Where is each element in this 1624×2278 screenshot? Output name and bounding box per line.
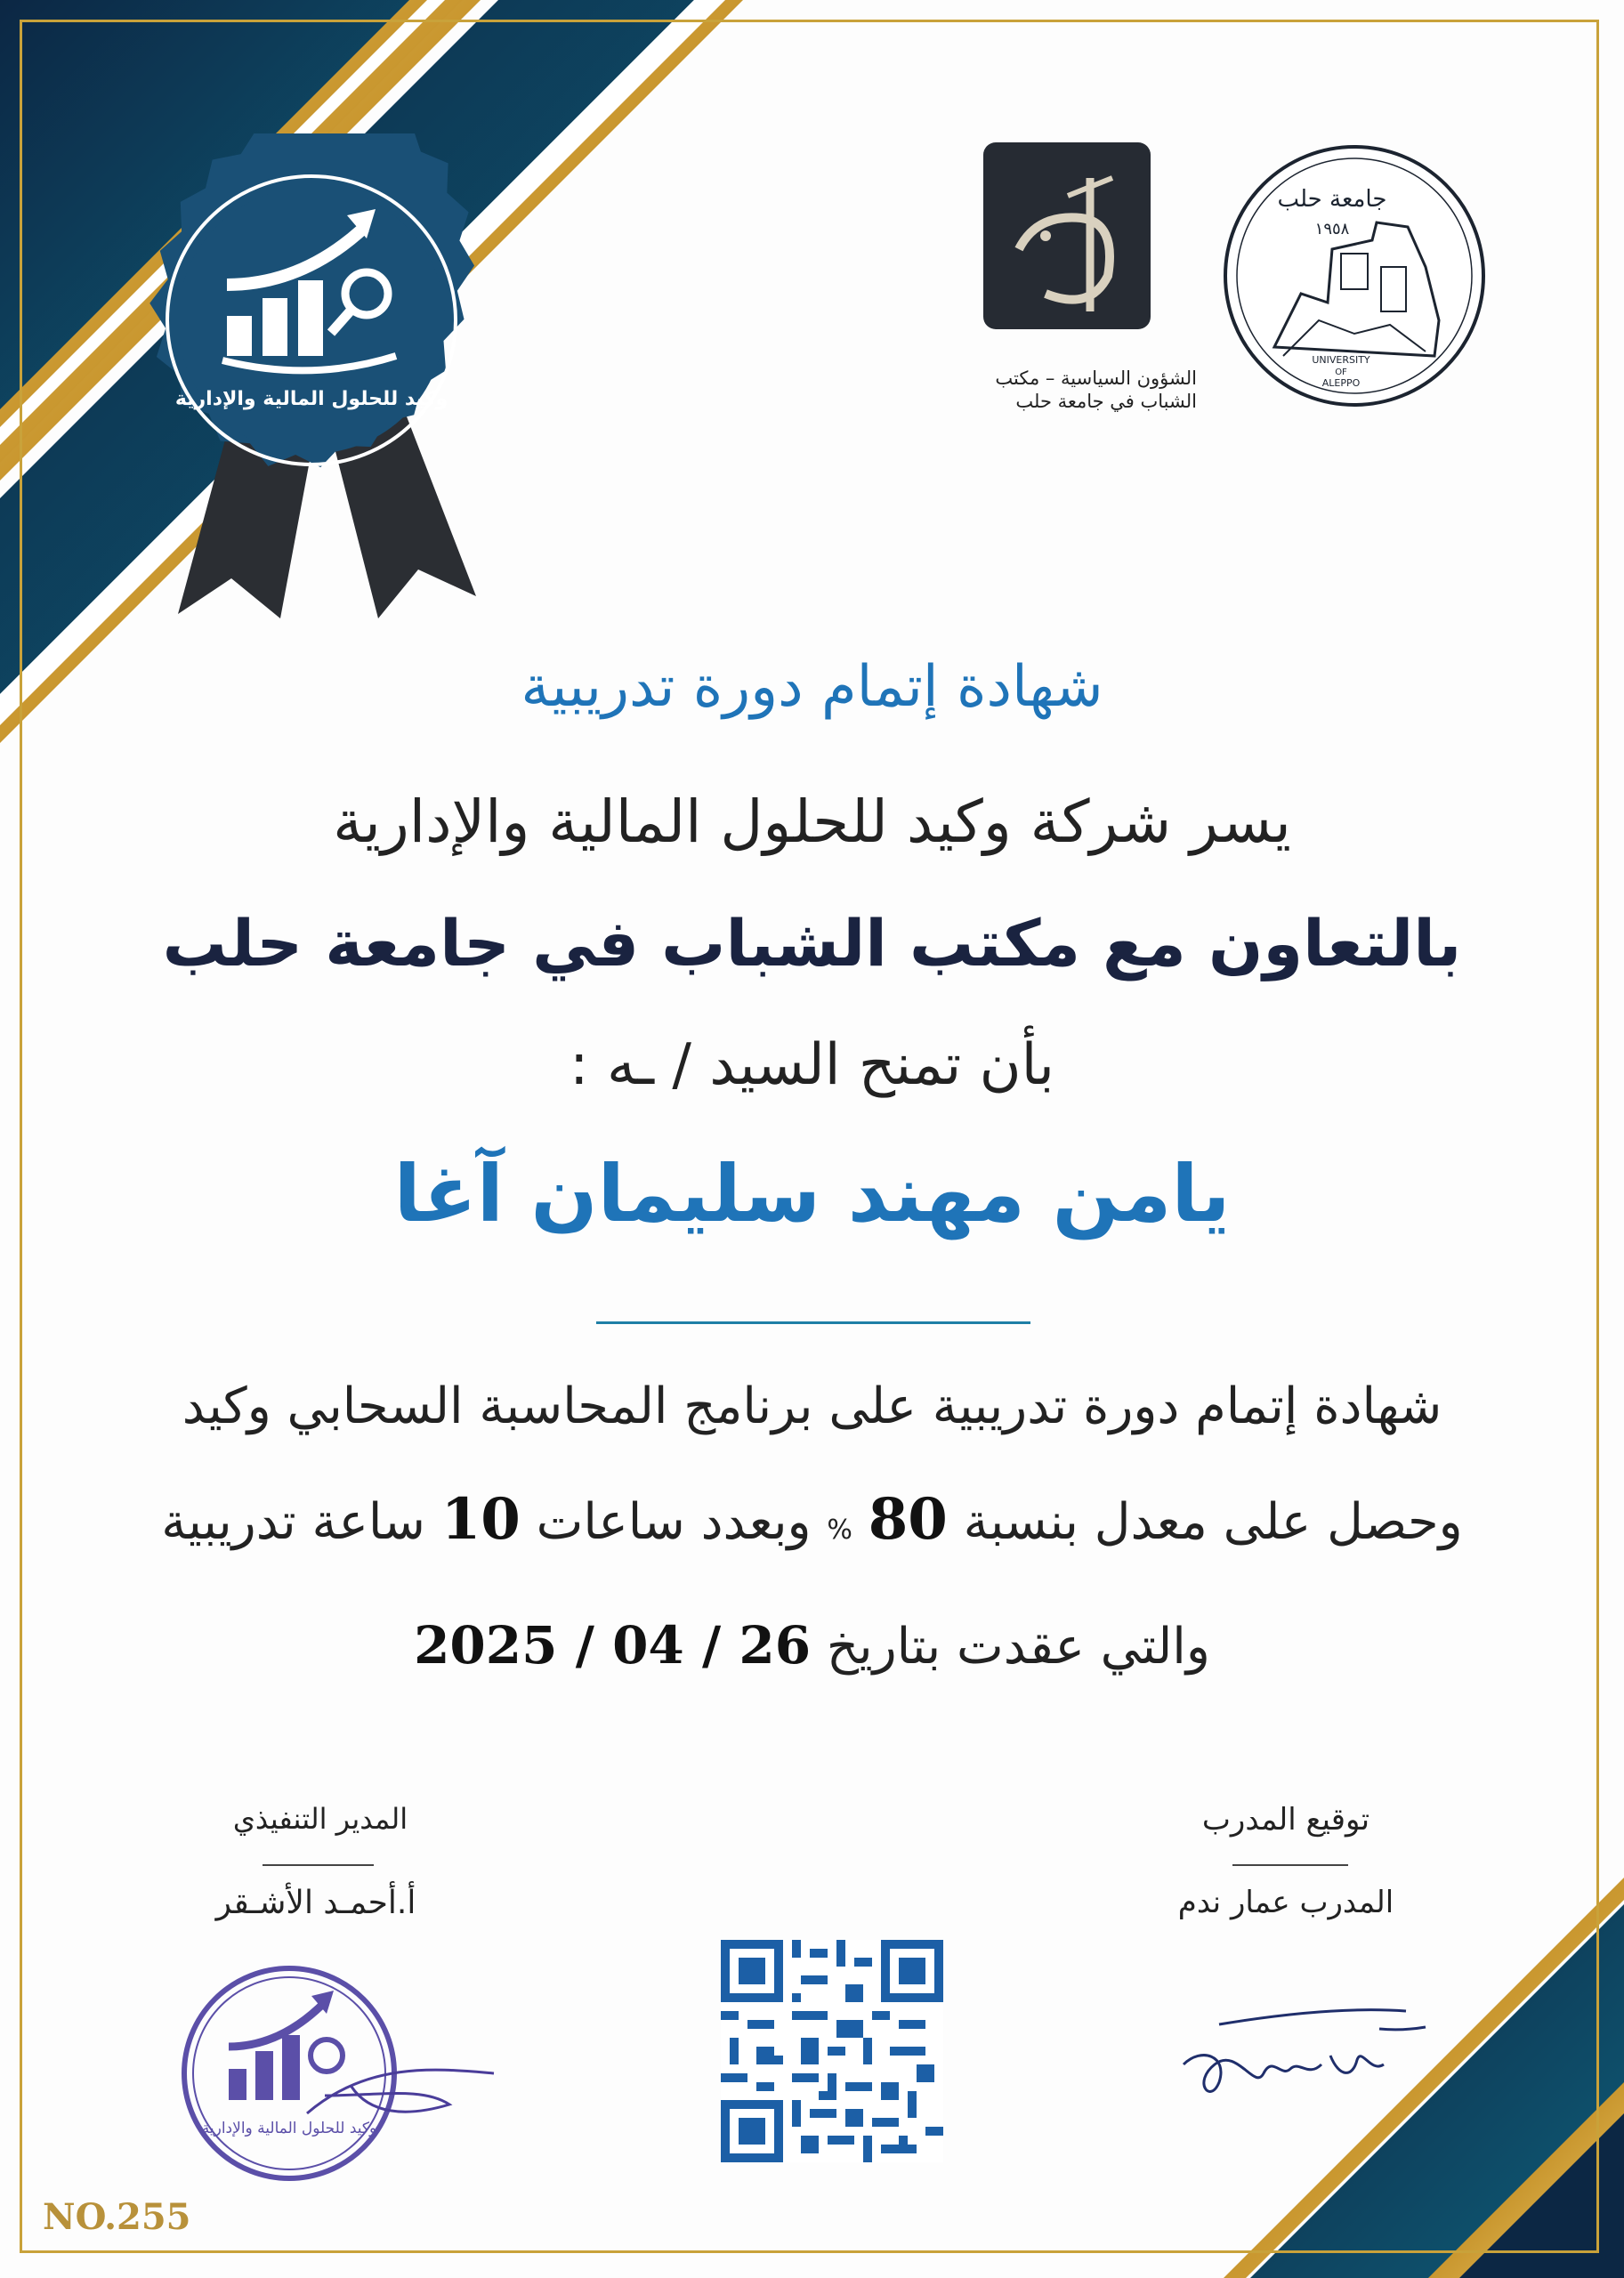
youth-office-caption [939,367,1197,413]
trainer-line [1232,1864,1348,1866]
intro-line: يسر شركة وكيد للحلول المالية والإدارية [333,788,1291,856]
grant-line: بأن تمنح السيد / ـه : [570,1032,1054,1098]
cooperation-line: بالتعاون مع مكتب الشباب في جامعة حلب [162,906,1462,981]
name-divider [596,1321,1030,1324]
company-badge [125,133,498,632]
score-prefix: وحصل على معدل بنسبة [963,1493,1463,1551]
trainer-signature [1166,1993,1433,2127]
stamp-caption: وكيد للحلول المالية والإدارية [201,2120,377,2137]
date-value: 2025 / 04 / 26 [414,1615,812,1676]
trainer-name: المدرب عمار ندم [1177,1885,1394,1920]
university-english-2: OF [1335,368,1347,377]
badge-caption: وكيد للحلول المالية والإدارية [174,388,448,410]
score-percent-sign: % [827,1515,852,1546]
certificate-number: NO.255 [43,2196,191,2238]
youth-caption-line1: الشؤون السياسية – مكتب [995,368,1197,389]
youth-logo-mark [983,142,1151,329]
university-year: ١٩٥٨ [1314,220,1350,238]
qr-code [721,1940,943,2162]
score-middle: وبعدد ساعات [536,1493,812,1551]
youth-caption-line2: الشباب في جامعة حلب [1015,391,1197,412]
hours-value: 10 [440,1486,521,1553]
company-stamp [174,1962,529,2193]
university-english-1: UNIVERSITY [1312,354,1370,366]
university-arabic-name: جامعة حلب [1277,186,1387,213]
score-suffix: ساعة تدريبية [161,1493,425,1551]
date-prefix: والتي عقدت بتاريخ [826,1618,1210,1676]
score-value: 80 [868,1486,948,1553]
youth-office-logo [983,142,1151,329]
university-english-3: ALEPPO [1321,377,1361,389]
trainer-title: توقيع المدرب [1201,1802,1370,1838]
university-seal [1221,142,1488,409]
executive-title: المدير التنفيذي [232,1802,408,1836]
score-line [0,1486,1624,1553]
course-line: شهادة إتمام دورة تدريبية على برنامج المحاسبة السحابي وكيد [182,1377,1442,1435]
executive-line [263,1864,374,1866]
executive-name: أ.أحمـد الأشـقر [215,1885,416,1921]
recipient-name: يامن مهند سليمان آغا [393,1148,1231,1240]
certificate-title: شهادة إتمام دورة تدريبية [521,654,1103,720]
date-line [0,1615,1624,1676]
